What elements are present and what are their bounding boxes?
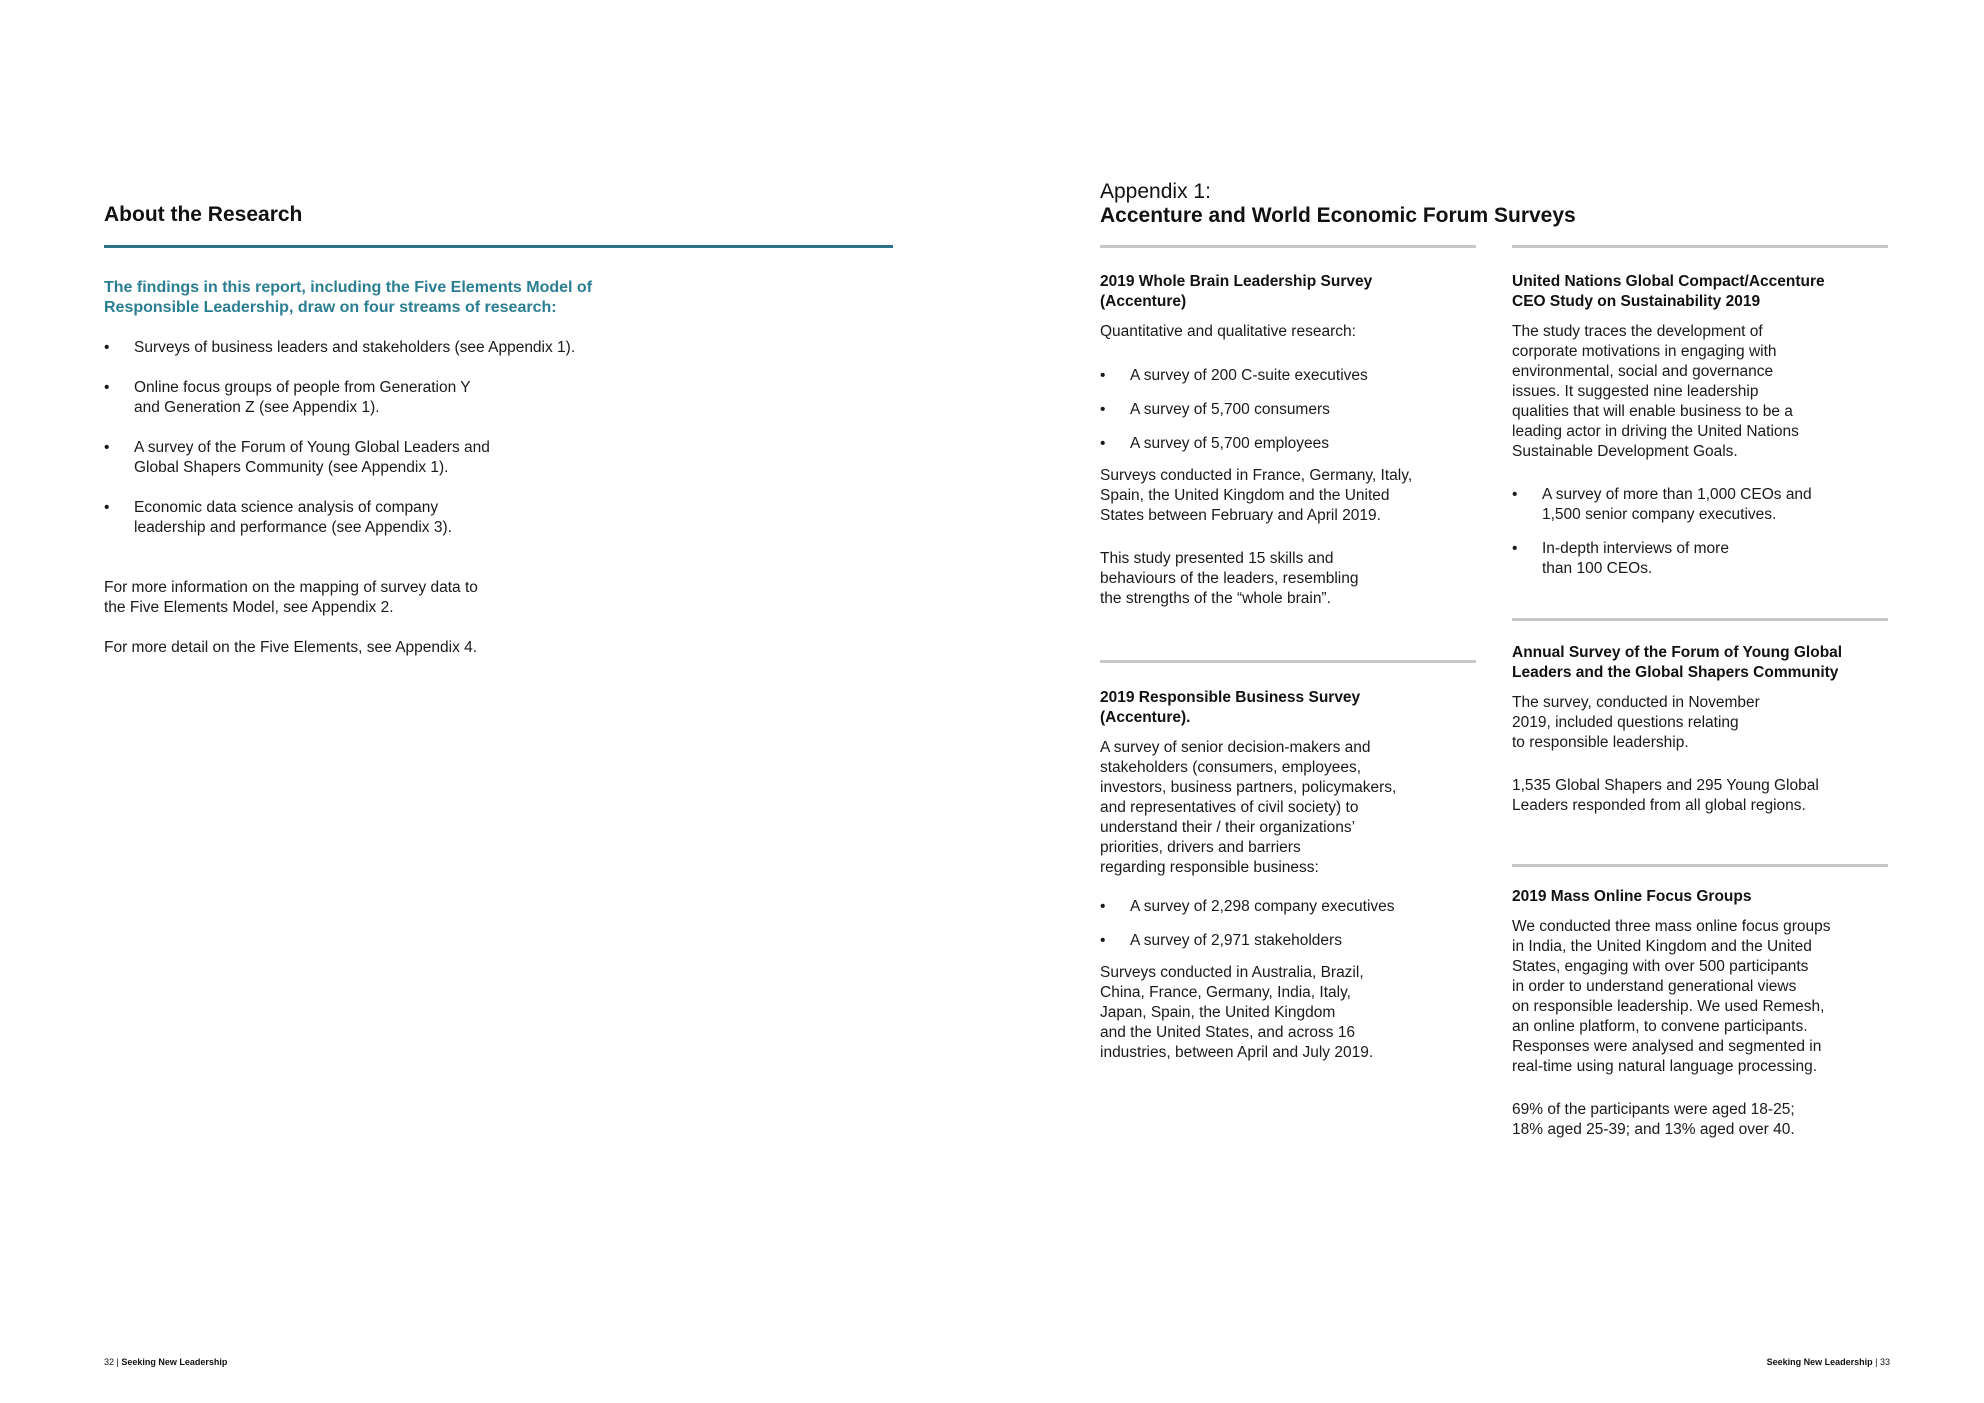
section-heading: 2019 Mass Online Focus Groups	[1512, 888, 1752, 905]
list-item: • Surveys of business leaders and stakeholders (see Appendix 1).	[104, 339, 576, 356]
more-detail-paragraph: For more detail on the Five Elements, see Appendix 4.	[104, 639, 478, 656]
footer-title: Seeking New Leadership	[1766, 1357, 1873, 1367]
bullet-icon: •	[104, 499, 110, 516]
bullet-icon: •	[104, 339, 110, 356]
footer-left	[104, 1357, 227, 1367]
survey-list	[1100, 366, 1476, 454]
appendix-title: Accenture and World Economic Forum Surveys	[1100, 204, 1576, 227]
section-heading: 2019 Responsible Business Survey (Accenture).	[1100, 689, 1361, 726]
list-item: • A survey of 2,298 company executives	[1100, 898, 1395, 915]
list-item: • A survey of more than 1,000 CEOs and 1,500 senior company executives.	[1512, 486, 1812, 523]
section-divider	[1100, 245, 1476, 248]
section-heading: 2019 Whole Brain Leadership Survey (Accenture)	[1100, 273, 1373, 310]
bullet-icon: •	[104, 439, 110, 456]
section-divider	[1512, 864, 1888, 867]
section-body: The study traces the development of corporate motivations in engaging with environmental, social and governance issues. It suggested nine leadership qualities that will enable business to be a leading actor in driving the United Nations Sustainable Development Goals.	[1512, 323, 1799, 460]
section-body: We conducted three mass online focus groups in India, the United Kingdom and the United States, engaging with over 500 participants in order to understand generational views on responsible leadership. We used Remesh, an online platform, to convene participants. Responses were analysed and segmented in real-time using natural language processing.	[1512, 918, 1831, 1075]
research-streams-list	[104, 338, 724, 558]
list-item: • A survey of 5,700 employees	[1100, 435, 1330, 452]
section-body: A survey of senior decision-makers and stakeholders (consumers, employees, investors, business partners, policymakers, and representatives of civil society) to understand their / their organizations’ priorities, drivers and barriers regarding responsible business:	[1100, 739, 1397, 876]
ages-text: 69% of the participants were aged 18-25; 18% aged 25-39; and 13% aged over 40.	[1512, 1101, 1795, 1138]
ungc-section	[1512, 272, 1888, 593]
section-divider	[1512, 618, 1888, 621]
list-item: • A survey of 5,700 consumers	[1100, 401, 1330, 418]
title-divider	[104, 245, 893, 248]
footer-right	[1767, 1357, 1890, 1367]
study-description: This study presented 15 skills and behaviours of the leaders, resembling the strengths of the “whole brain”.	[1100, 550, 1359, 607]
bullet-icon: •	[1100, 932, 1106, 949]
list-item: • Economic data science analysis of company leadership and performance (see Appendix 3).	[104, 499, 452, 536]
footer-title: Seeking New Leadership	[121, 1357, 228, 1367]
appendix-label: Appendix 1:	[1100, 180, 1211, 203]
bullet-icon: •	[104, 379, 110, 396]
more-info-paragraph: For more information on the mapping of survey data to the Five Elements Model, see Appendix 2.	[104, 579, 478, 616]
surveys-conducted-text: Surveys conducted in Australia, Brazil, China, France, Germany, India, Italy, Japan, Spain, the United Kingdom and the United States, and across 16 industries, between April and July 2019.	[1100, 964, 1374, 1061]
intro-text: The findings in this report, including the Five Elements Model of Responsible Leadership, draw on four streams of research:	[104, 279, 593, 316]
bullet-icon: •	[1512, 540, 1518, 557]
footer-separator: |	[116, 1357, 119, 1367]
bullet-icon: •	[1100, 435, 1106, 452]
page-number: 32	[104, 1357, 115, 1367]
survey-list	[1100, 897, 1476, 951]
forum-section	[1512, 643, 1888, 816]
section-heading: United Nations Global Compact/Accenture CEO Study on Sustainability 2019	[1512, 273, 1825, 310]
surveys-conducted-text: Surveys conducted in France, Germany, Italy, Spain, the United Kingdom and the United States between February and April 2019.	[1100, 467, 1413, 524]
page-title: About the Research	[104, 203, 303, 226]
list-item: • A survey of the Forum of Young Global Leaders and Global Shapers Community (see Appendix 1).	[104, 439, 490, 476]
whole-brain-section	[1100, 272, 1476, 609]
bullet-icon: •	[1100, 401, 1106, 418]
list-item: • In-depth interviews of more than 100 CEOs.	[1512, 540, 1729, 577]
responsible-business-section	[1100, 688, 1476, 1063]
section-intro: Quantitative and qualitative research:	[1100, 323, 1356, 340]
section-heading: Annual Survey of the Forum of Young Global Leaders and the Global Shapers Community	[1512, 644, 1843, 681]
section-divider	[1100, 660, 1476, 663]
list-item: • A survey of 2,971 stakeholders	[1100, 932, 1342, 949]
focus-groups-section	[1512, 887, 1888, 1140]
section-divider	[1512, 245, 1888, 248]
respondents-text: 1,535 Global Shapers and 295 Young Global Leaders responded from all global regions.	[1512, 777, 1819, 814]
bullet-icon: •	[1512, 486, 1518, 503]
section-body: The survey, conducted in November 2019, included questions relating to responsible leadership.	[1512, 694, 1760, 751]
bullet-icon: •	[1100, 898, 1106, 915]
bullet-icon: •	[1100, 367, 1106, 384]
page-number: 33	[1879, 1357, 1890, 1367]
footer-separator: |	[1875, 1357, 1878, 1367]
list-item: • Online focus groups of people from Generation Y and Generation Z (see Appendix 1).	[104, 379, 471, 416]
list-item: • A survey of 200 C-suite executives	[1100, 367, 1368, 384]
survey-list	[1512, 485, 1888, 579]
